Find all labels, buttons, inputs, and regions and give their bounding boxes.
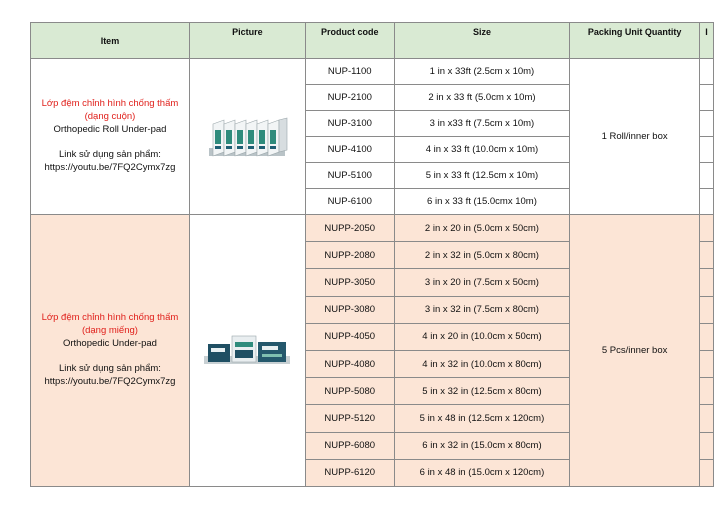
size-cell: 3 in x33 ft (7.5cm x 10m) xyxy=(394,111,570,137)
size-cell: 6 in x 32 in (15.0cm x 80cm) xyxy=(394,432,570,459)
item-vn-line2: (dạng cuộn) xyxy=(84,111,136,123)
size-cell: 6 in x 33 ft (15.0cmx 10m) xyxy=(394,189,570,215)
header-picture: Picture xyxy=(189,23,305,59)
extra-cell xyxy=(699,378,713,405)
picture-cell xyxy=(189,215,305,487)
header-item: Item xyxy=(31,23,190,59)
item-en-name: Orthopedic Roll Under-pad xyxy=(53,124,167,136)
size-cell: 4 in x 20 in (10.0cm x 50cm) xyxy=(394,323,570,350)
extra-cell xyxy=(699,350,713,377)
product-code-cell: NUPP-6120 xyxy=(305,459,394,486)
size-cell: 4 in x 32 in (10.0cm x 80cm) xyxy=(394,350,570,377)
size-cell: 5 in x 48 in (12.5cm x 120cm) xyxy=(394,405,570,432)
product-code-cell: NUPP-4050 xyxy=(305,323,394,350)
product-table xyxy=(30,22,714,487)
extra-cell xyxy=(699,459,713,486)
link-url[interactable]: https://youtu.be/7FQ2Cymx7zg xyxy=(44,375,176,387)
size-cell: 3 in x 32 in (7.5cm x 80cm) xyxy=(394,296,570,323)
extra-cell xyxy=(699,296,713,323)
product-code-cell: NUPP-2050 xyxy=(305,215,394,242)
table-row xyxy=(31,59,714,85)
extra-cell xyxy=(699,432,713,459)
extra-cell xyxy=(699,405,713,432)
size-cell: 2 in x 32 in (5.0cm x 80cm) xyxy=(394,242,570,269)
product-code-cell: NUP-2100 xyxy=(305,85,394,111)
header-row xyxy=(31,23,714,59)
product-code-cell: NUPP-3080 xyxy=(305,296,394,323)
picture-cell xyxy=(189,59,305,215)
extra-cell xyxy=(699,215,713,242)
product-code-cell: NUP-5100 xyxy=(305,163,394,189)
header-size: Size xyxy=(394,23,570,59)
extra-cell xyxy=(699,85,713,111)
table-row xyxy=(31,215,714,242)
item-vn-line2: (dạng miếng) xyxy=(81,325,138,337)
item-en-name: Orthopedic Under-pad xyxy=(62,338,157,350)
header-extra: I xyxy=(699,23,713,59)
extra-cell xyxy=(699,323,713,350)
size-cell: 6 in x 48 in (15.0cm x 120cm) xyxy=(394,459,570,486)
product-code-cell: NUPP-3050 xyxy=(305,269,394,296)
extra-cell xyxy=(699,163,713,189)
packing-cell: 1 Roll/inner box xyxy=(570,59,700,215)
extra-cell xyxy=(699,59,713,85)
size-cell: 5 in x 32 in (12.5cm x 80cm) xyxy=(394,378,570,405)
packing-cell: 5 Pcs/inner box xyxy=(570,215,700,487)
link-url[interactable]: https://youtu.be/7FQ2Cymx7zg xyxy=(44,161,176,173)
size-cell: 2 in x 20 in (5.0cm x 50cm) xyxy=(394,215,570,242)
item-vn-line1: Lớp đệm chỉnh hình chống thấm xyxy=(41,312,179,324)
size-cell: 1 in x 33ft (2.5cm x 10m) xyxy=(394,59,570,85)
size-cell: 5 in x 33 ft (12.5cm x 10m) xyxy=(394,163,570,189)
extra-cell xyxy=(699,189,713,215)
header-packing: Packing Unit Quantity xyxy=(570,23,700,59)
link-label: Link sử dụng sản phẩm: xyxy=(58,362,161,374)
item-cell xyxy=(31,215,190,487)
extra-cell xyxy=(699,269,713,296)
product-code-cell: NUPP-4080 xyxy=(305,350,394,377)
pad-box-icon xyxy=(202,330,292,370)
header-product-code: Product code xyxy=(305,23,394,59)
roll-box-icon xyxy=(205,112,289,162)
product-code-cell: NUPP-6080 xyxy=(305,432,394,459)
size-cell: 4 in x 33 ft (10.0cm x 10m) xyxy=(394,137,570,163)
extra-cell xyxy=(699,111,713,137)
size-cell: 2 in x 33 ft (5.0cm x 10m) xyxy=(394,85,570,111)
item-vn-line1: Lớp đệm chỉnh hình chống thấm xyxy=(41,98,179,110)
product-code-cell: NUPP-5120 xyxy=(305,405,394,432)
extra-cell xyxy=(699,242,713,269)
product-code-cell: NUPP-2080 xyxy=(305,242,394,269)
item-cell xyxy=(31,59,190,215)
product-code-cell: NUP-1100 xyxy=(305,59,394,85)
product-code-cell: NUP-3100 xyxy=(305,111,394,137)
product-code-cell: NUP-6100 xyxy=(305,189,394,215)
product-code-cell: NUPP-5080 xyxy=(305,378,394,405)
link-label: Link sử dụng sản phẩm: xyxy=(58,148,161,160)
extra-cell xyxy=(699,137,713,163)
size-cell: 3 in x 20 in (7.5cm x 50cm) xyxy=(394,269,570,296)
product-code-cell: NUP-4100 xyxy=(305,137,394,163)
